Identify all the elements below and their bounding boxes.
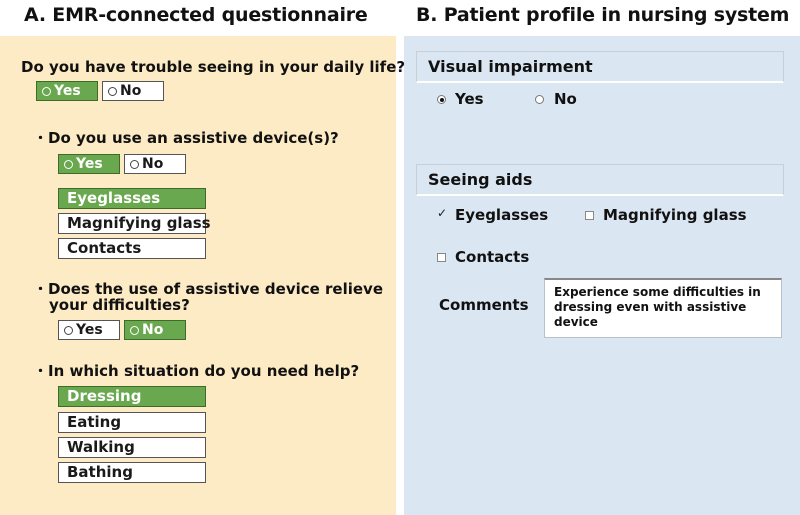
device-option-contacts[interactable]: Contacts: [58, 238, 206, 259]
question-device-relief: ・Does the use of assistive device relieve: [33, 280, 384, 298]
q3-yes-button[interactable]: Yes: [58, 320, 120, 340]
question-trouble-seeing: Do you have trouble seeing in your daily life?: [21, 58, 406, 76]
eyeglasses-checkbox[interactable]: ✓: [437, 206, 448, 220]
q3-no-button[interactable]: No: [124, 320, 186, 340]
seeing-aids-header: Seeing aids: [416, 164, 784, 196]
panel-b-title: B. Patient profile in nursing system: [416, 4, 790, 26]
visual-impairment-yes-radio[interactable]: [437, 95, 446, 104]
device-option-eyeglasses[interactable]: Eyeglasses: [58, 188, 206, 209]
situation-option-dressing[interactable]: Dressing: [58, 386, 206, 407]
radio-ring-icon: [130, 160, 139, 169]
radio-ring-icon: [64, 326, 73, 335]
visual-impairment-no-radio[interactable]: [535, 95, 544, 104]
device-option-magnifying-glass[interactable]: Magnifying glass: [58, 213, 206, 234]
question-help-situation: ・In which situation do you need help?: [33, 362, 360, 380]
comments-label: Comments: [439, 296, 529, 314]
contacts-label: Contacts: [455, 248, 530, 266]
visual-impairment-no-label: No: [554, 90, 577, 108]
q1-yes-button[interactable]: Yes: [36, 81, 98, 101]
visual-impairment-header: Visual impairment: [416, 51, 784, 83]
radio-ring-icon: [64, 160, 73, 169]
radio-ring-icon: [130, 326, 139, 335]
comments-textarea[interactable]: Experience some difficulties in dressing even with assistive device: [544, 278, 782, 338]
magnifying-glass-checkbox[interactable]: [585, 211, 594, 220]
situation-option-bathing[interactable]: Bathing: [58, 462, 206, 483]
question-device-relief-line2: your difficulties?: [49, 296, 190, 314]
q2-no-button[interactable]: No: [124, 154, 186, 174]
situation-option-walking[interactable]: Walking: [58, 437, 206, 458]
q1-no-button[interactable]: No: [102, 81, 164, 101]
contacts-checkbox[interactable]: [437, 253, 446, 262]
situation-option-eating[interactable]: Eating: [58, 412, 206, 433]
visual-impairment-yes-label: Yes: [455, 90, 484, 108]
eyeglasses-label: Eyeglasses: [455, 206, 549, 224]
radio-ring-icon: [108, 87, 117, 96]
q2-yes-button[interactable]: Yes: [58, 154, 120, 174]
panel-a-title: A. EMR-connected questionnaire: [24, 4, 368, 26]
radio-ring-icon: [42, 87, 51, 96]
question-assistive-device: ・Do you use an assistive device(s)?: [33, 129, 339, 147]
magnifying-glass-label: Magnifying glass: [603, 206, 747, 224]
